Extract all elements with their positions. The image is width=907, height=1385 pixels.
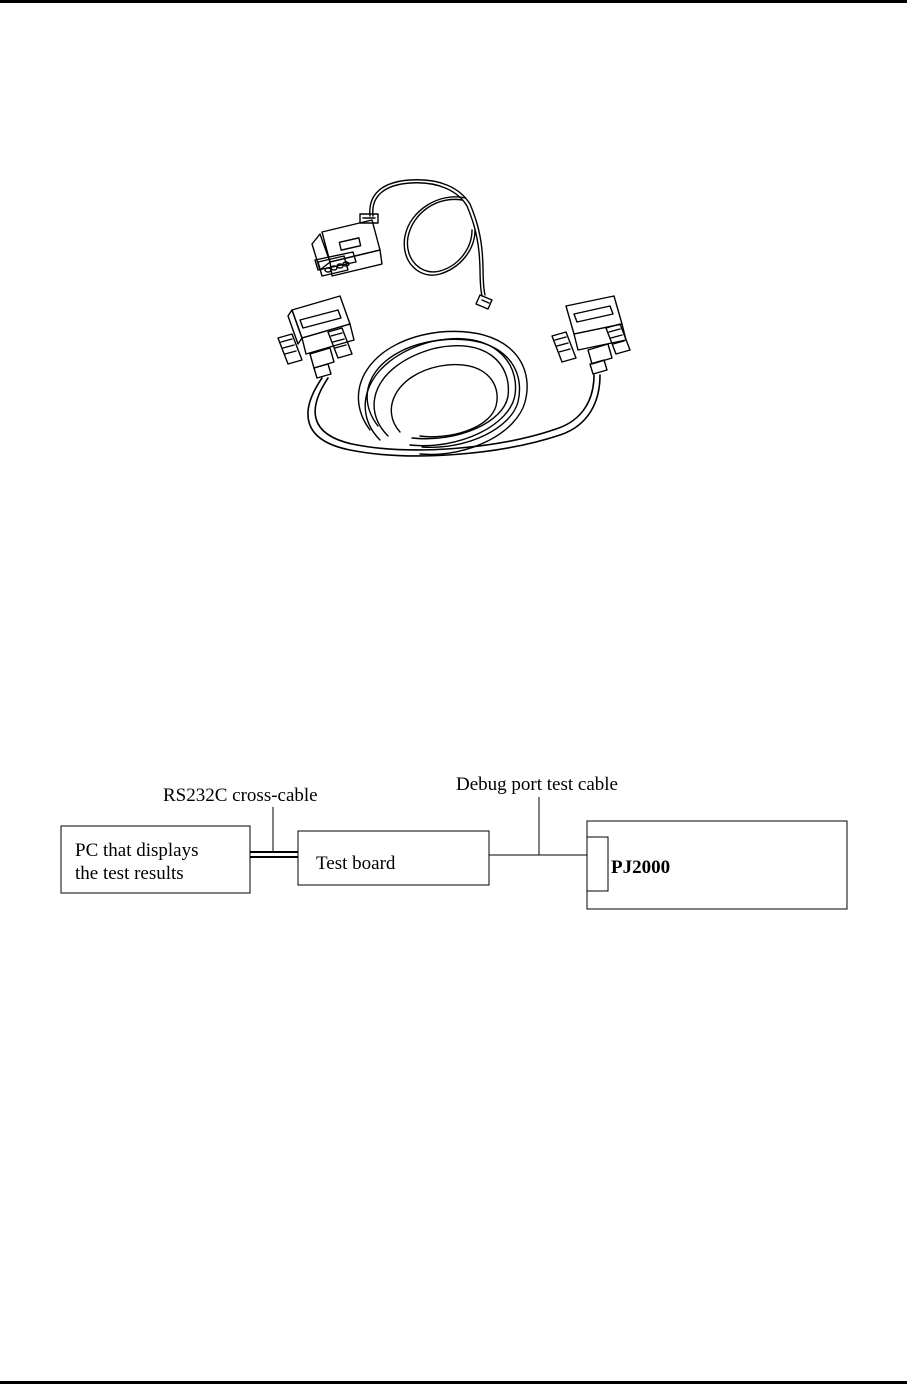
footer-rule bbox=[0, 1381, 907, 1384]
pc-box-label-line2: the test results bbox=[75, 863, 184, 884]
pc-box-label-line1: PC that displays bbox=[75, 840, 199, 861]
test-board-label: Test board bbox=[316, 853, 396, 874]
target-connector bbox=[587, 837, 608, 891]
debug-cable-label: Debug port test cable bbox=[456, 774, 618, 795]
rs232-cable-label: RS232C cross-cable bbox=[163, 785, 318, 806]
target-label: PJ2000 bbox=[611, 857, 671, 878]
